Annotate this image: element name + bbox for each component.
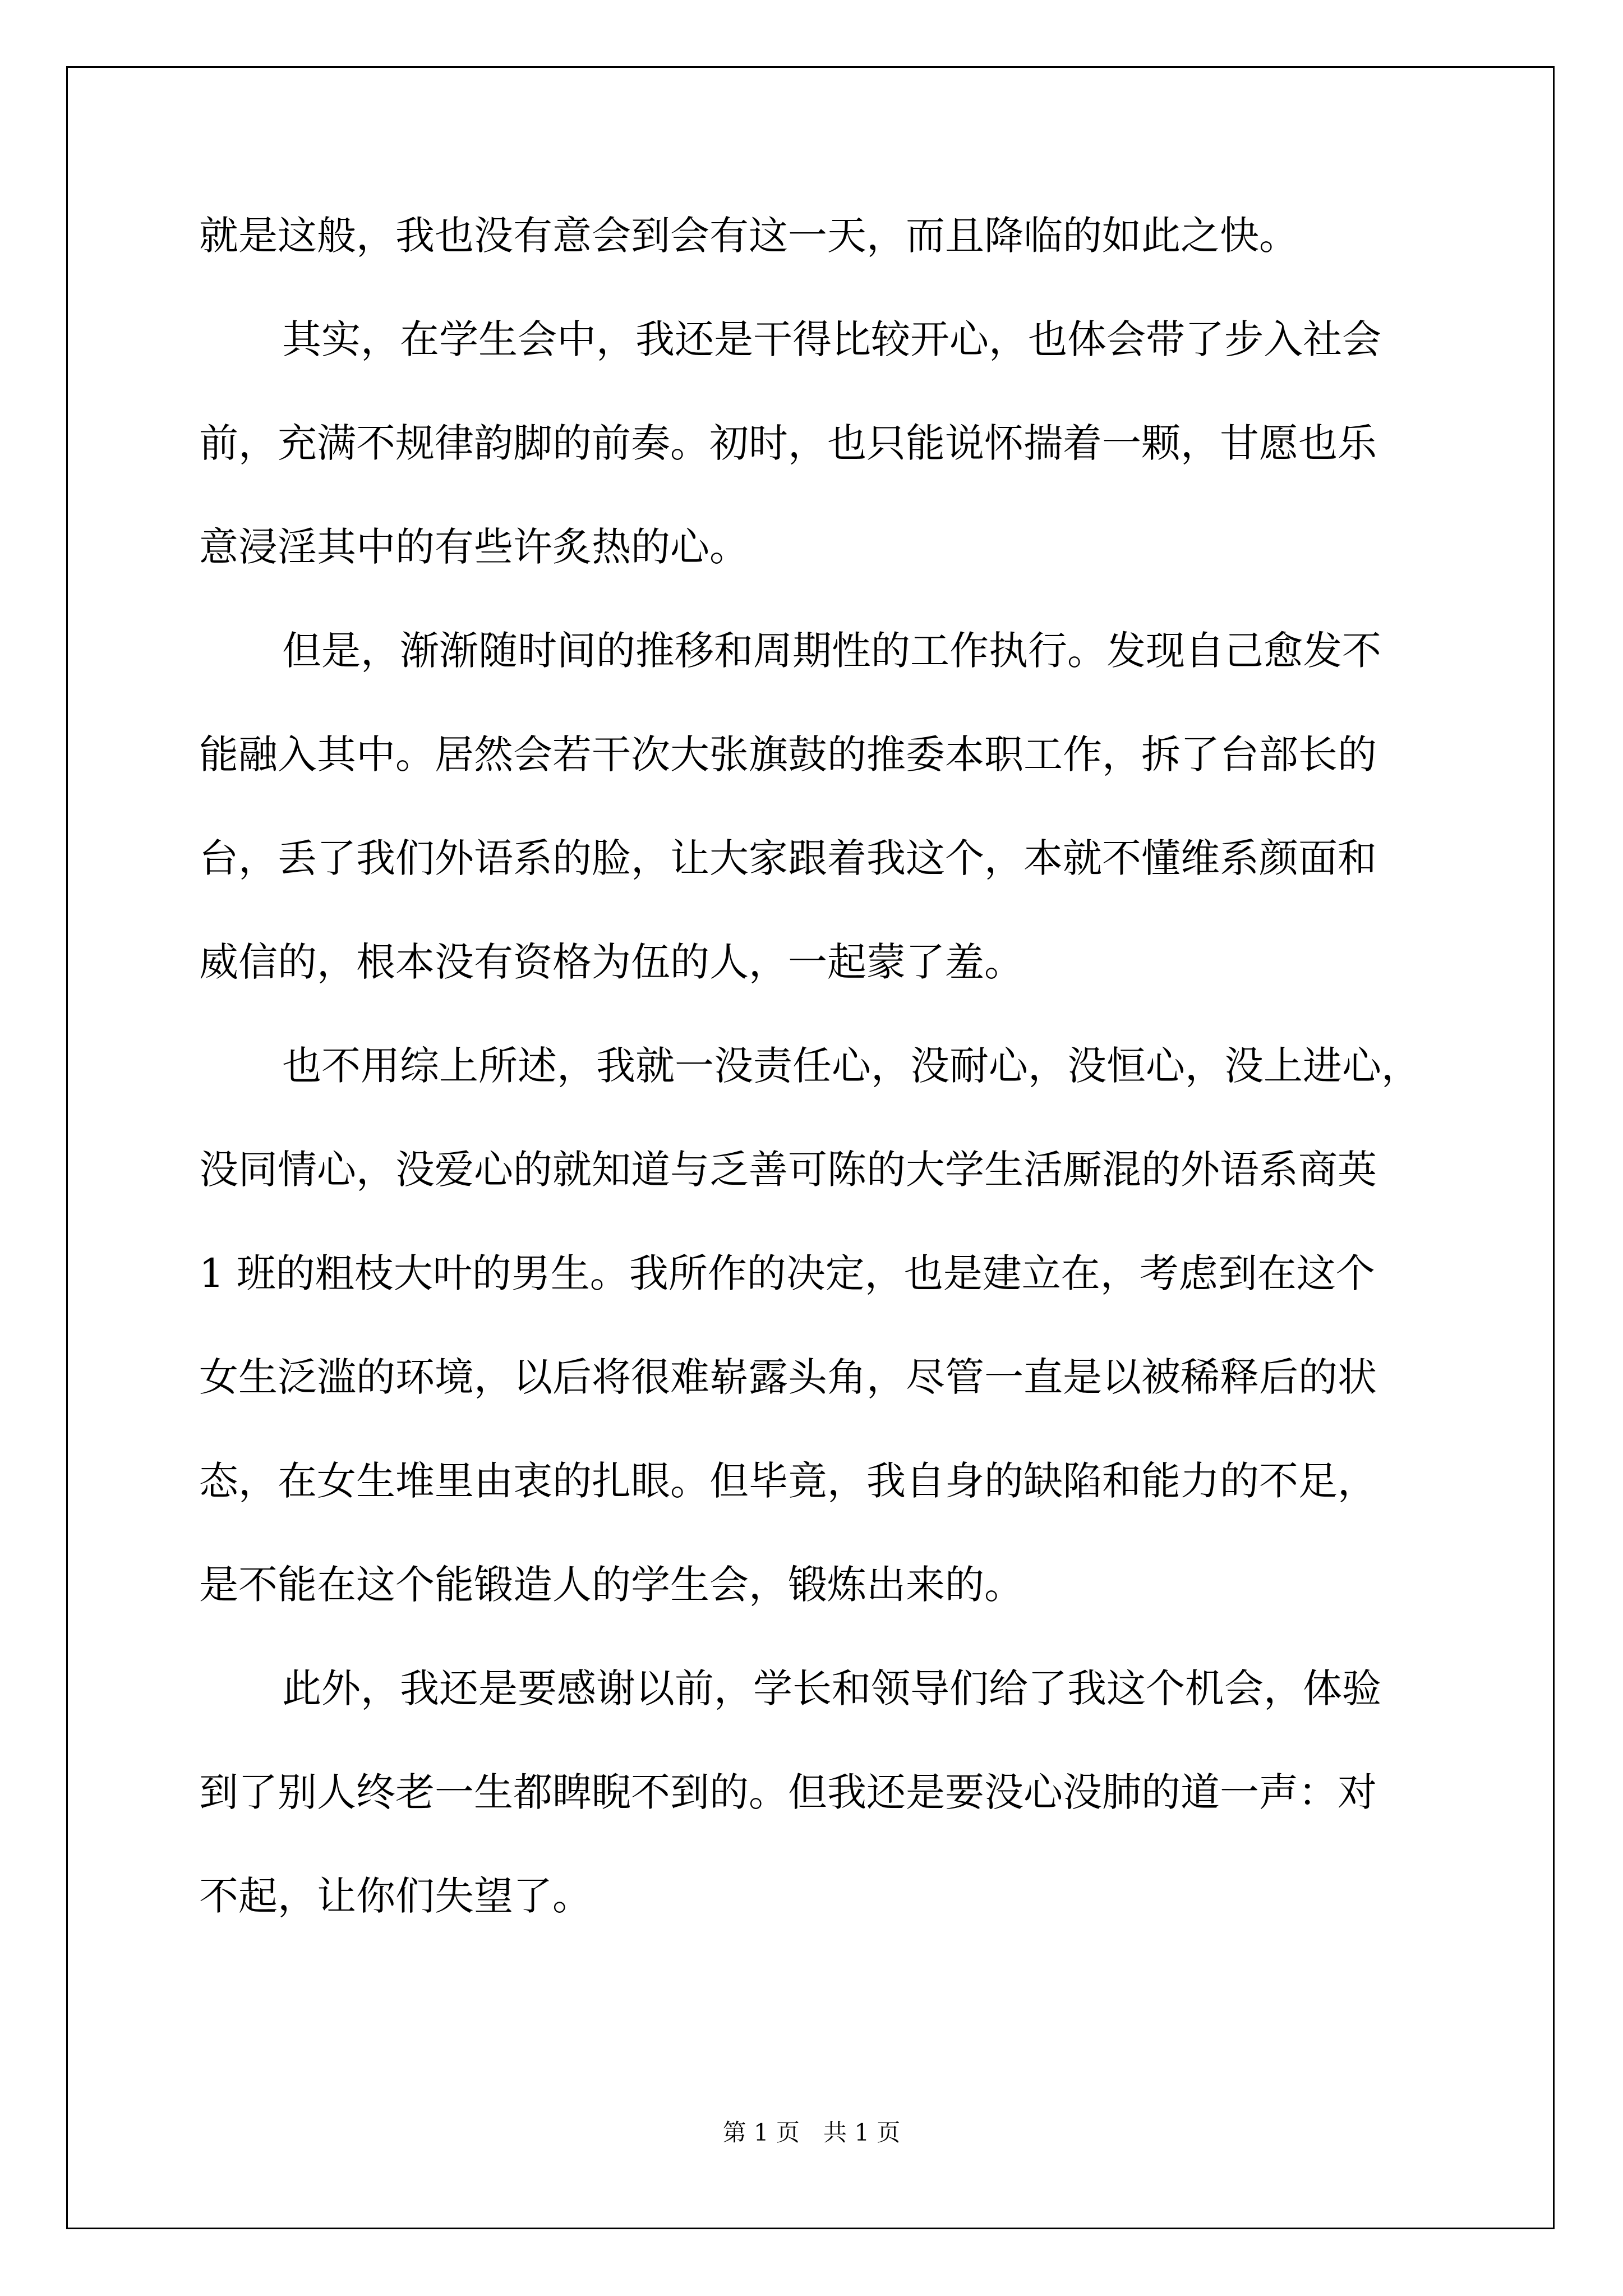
text-line: 威信的，根本没有资格为伍的人，一起蒙了羞。	[199, 939, 1023, 985]
text-line: 意浸淫其中的有些许炙热的心。	[199, 524, 749, 570]
text-line: 到了别人终老一生都睥睨不到的。但我还是要没心没肺的道一声：对	[199, 1769, 1377, 1815]
text-line: 态，在女生堆里由衷的扎眼。但毕竟，我自身的缺陷和能力的不足，	[199, 1458, 1377, 1504]
text-line: 不起，让你们失望了。	[199, 1873, 592, 1919]
paragraph-first-line: 此外，我还是要感谢以前，学长和领导们给了我这个机会，体验	[282, 1665, 1381, 1711]
text-line: 就是这般，我也没有意会到会有这一天，而且降临的如此之快。	[199, 213, 1298, 259]
text-line: 女生泛滥的环境，以后将很难崭露头角，尽管一直是以被稀释后的状	[199, 1354, 1377, 1400]
text-line: 没同情心，没爱心的就知道与乏善可陈的大学生活厮混的外语系商英	[199, 1147, 1377, 1193]
paragraph-first-line: 但是，渐渐随时间的推移和周期性的工作执行。发现自己愈发不	[282, 628, 1381, 674]
paragraph-first-line: 其实，在学生会中，我还是干得比较开心，也体会带了步入社会	[282, 316, 1381, 362]
text-line: 1 班的粗枝大叶的男生。我所作的决定，也是建立在，考虑到在这个	[199, 1250, 1375, 1296]
paragraph-first-line: 也不用综上所述，我就一没责任心，没耐心，没恒心，没上进心，	[282, 1043, 1421, 1089]
text-line: 是不能在这个能锻造人的学生会，锻炼出来的。	[199, 1562, 1023, 1608]
text-line: 能融入其中。居然会若干次大张旗鼓的推委本职工作，拆了台部长的	[199, 731, 1377, 777]
page-number: 第 1 页 共 1 页	[722, 2119, 901, 2146]
text-line: 台，丢了我们外语系的脸，让大家跟着我这个，本就不懂维系颜面和	[199, 835, 1377, 881]
text-line: 前，充满不规律韵脚的前奏。初时，也只能说怀揣着一颗，甘愿也乐	[199, 420, 1377, 466]
